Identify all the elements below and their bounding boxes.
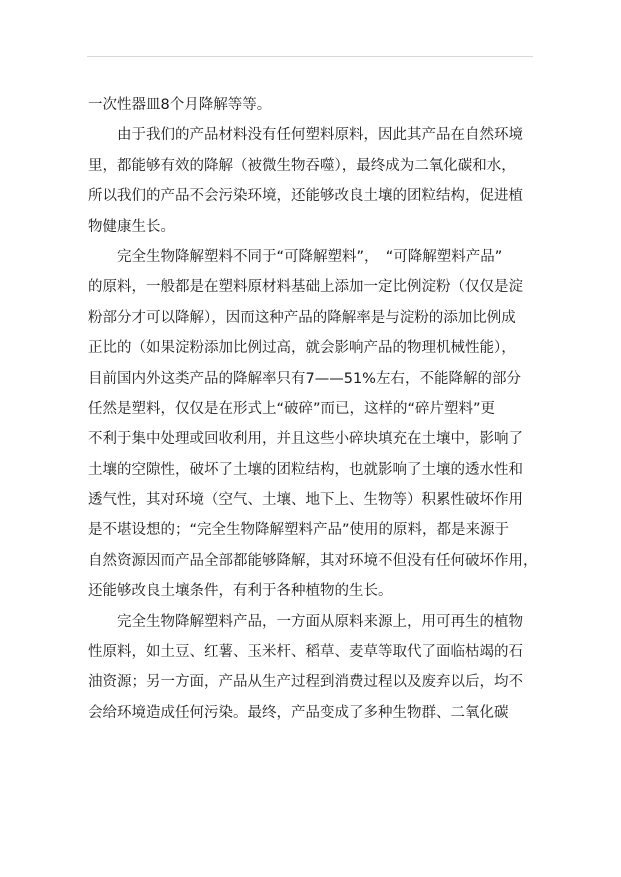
text-line: 会给环境造成任何污染。最终，产品变成了多种生物群、二氧化碳 [88,704,509,721]
text-line: 完全生物降解塑料产品，一方面从原料来源上，用可再生的植物 [117,613,523,630]
paragraph-comparison [88,247,538,612]
text-line: 正比的（如果淀粉添加比例过高，就会影响产品的物理机械性能）， [88,340,516,357]
document-body [88,95,538,733]
paragraph-raw-materials [88,612,538,734]
text-line: 一次性器皿8个月降解等等。 [88,97,272,113]
text-line: 土壤的空隙性，破坏了土壤的团粒结构，也就影响了土壤的透水性和 [88,461,523,478]
text-line: 透气性，其对环境（空气、土壤、地下上、生物等）积累性破坏作用 [88,492,523,509]
text-line: 任然是塑料，仅仅是在形式上“破碎”而已，这样的“碎片塑料”更 [88,400,496,417]
paragraph-continuation [88,95,538,125]
text-line: 油资源；另一方面，产品从生产过程到消费过程以及废弃以后，均不 [88,674,523,691]
paragraph-degradation [88,125,538,247]
text-line: 所以我们的产品不会污染环境，还能够改良土壤的团粒结构，促进植 [88,188,523,205]
header-rule [87,56,533,57]
text-line: 是不堪设想的；“完全生物降解塑料产品”使用的原料，都是来源于 [88,522,510,539]
text-line: 的原料，一般都是在塑料原材料基础上添加一定比例淀粉（仅仅是淀 [88,279,523,296]
text-line: 里，都能够有效的降解（被微生物吞噬），最终成为二氧化碳和水， [88,157,516,174]
text-line: 自然资源因而产品全部都能够降解，其对环境不但没有任何破坏作用， [88,552,538,569]
text-line: 粉部分才可以降解），因而这种产品的降解率是与淀粉的添加比例成 [88,309,516,326]
text-line: 由于我们的产品材料没有任何塑料原料，因此其产品在自然环境 [117,127,523,144]
text-line: 完全生物降解塑料不同于“可降解塑料”， “可降解塑料产品” [117,248,503,265]
text-line: 还能够改良土壤条件，有利于各种植物的生长。 [88,583,393,600]
text-line: 不利于集中处理或回收利用，并且这些小碎块填充在土壤中，影响了 [88,431,523,448]
text-line: 性原料，如土豆、红薯、玉米杆、稻草、麦草等取代了面临枯竭的石 [88,644,523,661]
text-line: 物健康生长。 [88,218,175,235]
text-line: 目前国内外这类产品的降解率只有7——51%左右，不能降解的部分 [88,370,521,387]
